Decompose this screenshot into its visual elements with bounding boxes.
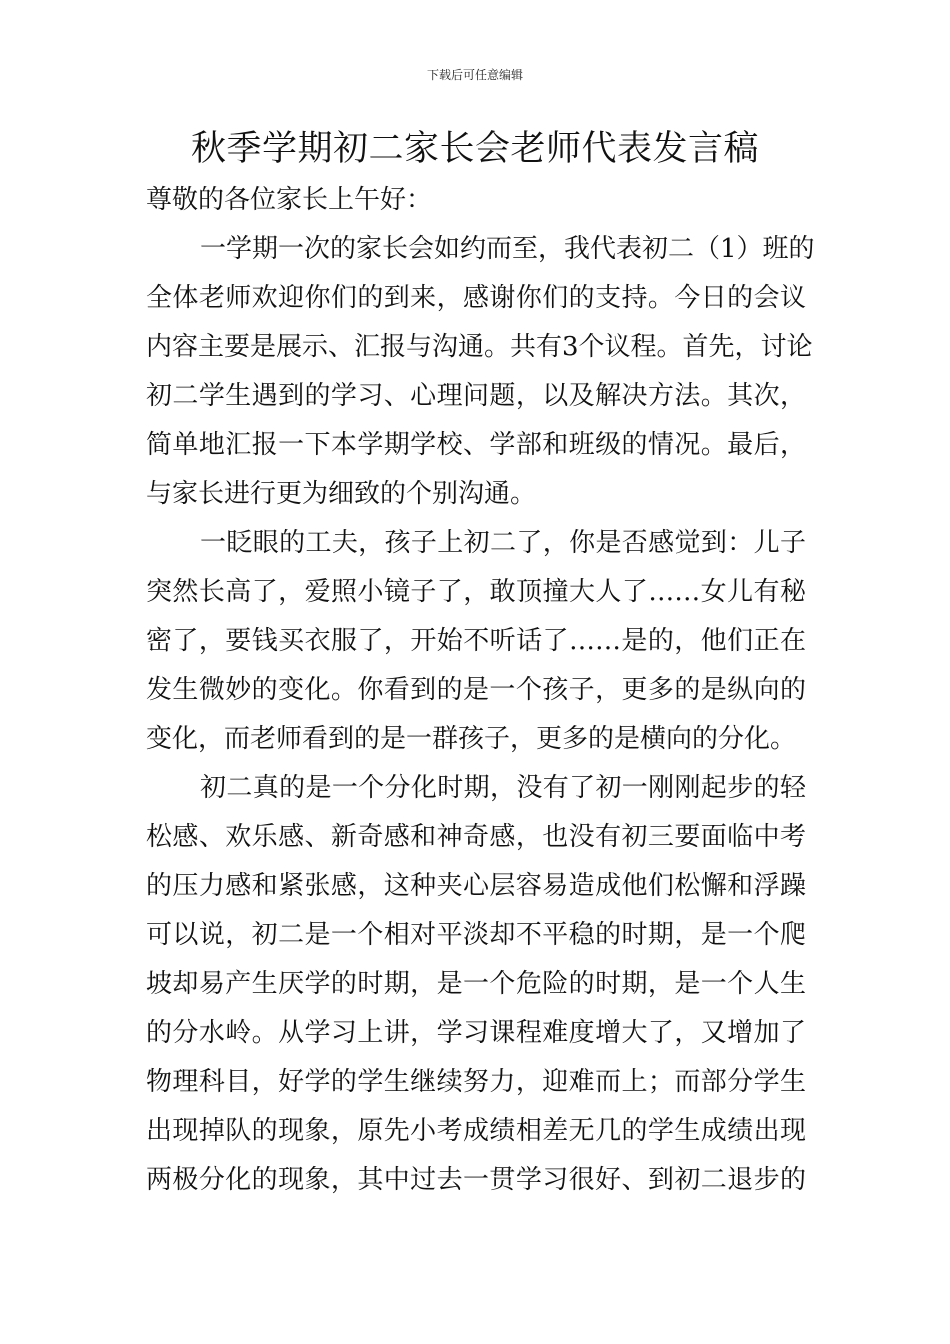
greeting-line: 尊敬的各位家长上午好： bbox=[146, 185, 433, 215]
document-body bbox=[146, 176, 815, 1205]
paragraph-line: 密了，要钱买衣服了，开始不听话了……是的，他们正在 bbox=[146, 626, 806, 656]
paragraph-line: 简单地汇报一下本学期学校、学部和班级的情况。最后， bbox=[146, 430, 806, 460]
paragraph-line: 松感、欢乐感、新奇感和神奇感，也没有初三要面临中考 bbox=[146, 822, 806, 852]
paragraph-line: 坡却易产生厌学的时期，是一个危险的时期，是一个人生 bbox=[146, 969, 806, 999]
paragraph-line: 两极分化的现象，其中过去一贯学习很好、到初二退步的 bbox=[146, 1165, 806, 1195]
paragraph-2 bbox=[146, 519, 806, 764]
header-note: 下载后可任意编辑 bbox=[426, 68, 523, 82]
paragraph-line: 可以说，初二是一个相对平淡却不平稳的时期，是一个爬 bbox=[146, 920, 806, 950]
paragraph-line: 与家长进行更为细致的个别沟通。 bbox=[146, 479, 537, 509]
document-title: 秋季学期初二家长会老师代表发言稿 bbox=[190, 129, 759, 169]
paragraph-line: 物理科目，好学的学生继续努力，迎难而上；而部分学生 bbox=[146, 1067, 806, 1097]
paragraph-line: 突然长高了，爱照小镜子了，敢顶撞大人了……女儿有秘 bbox=[146, 577, 806, 607]
paragraph-3 bbox=[146, 764, 806, 1205]
paragraph-line: 内容主要是展示、汇报与沟通。共有3个议程。首先，讨论 bbox=[146, 332, 813, 362]
paragraph-line: 一眨眼的工夫，孩子上初二了，你是否感觉到：儿子 bbox=[200, 528, 806, 558]
paragraph-line: 发生微妙的变化。你看到的是一个孩子，更多的是纵向的 bbox=[146, 675, 806, 705]
paragraph-line: 出现掉队的现象，原先小考成绩相差无几的学生成绩出现 bbox=[146, 1116, 806, 1146]
paragraph-line: 一学期一次的家长会如约而至，我代表初二（1）班的 bbox=[200, 234, 815, 264]
paragraph-line: 初二真的是一个分化时期，没有了初一刚刚起步的轻 bbox=[200, 773, 806, 803]
paragraph-line: 全体老师欢迎你们的到来，感谢你们的支持。今日的会议 bbox=[146, 283, 806, 313]
paragraph-line: 的压力感和紧张感，这种夹心层容易造成他们松懈和浮躁 bbox=[146, 871, 806, 901]
paragraph-line: 的分水岭。从学习上讲，学习课程难度增大了，又增加了 bbox=[146, 1018, 806, 1048]
paragraph-line: 初二学生遇到的学习、心理问题，以及解决方法。其次， bbox=[146, 381, 806, 411]
paragraph-line: 变化，而老师看到的是一群孩子，更多的是横向的分化。 bbox=[146, 724, 797, 754]
paragraph-1 bbox=[146, 225, 815, 519]
